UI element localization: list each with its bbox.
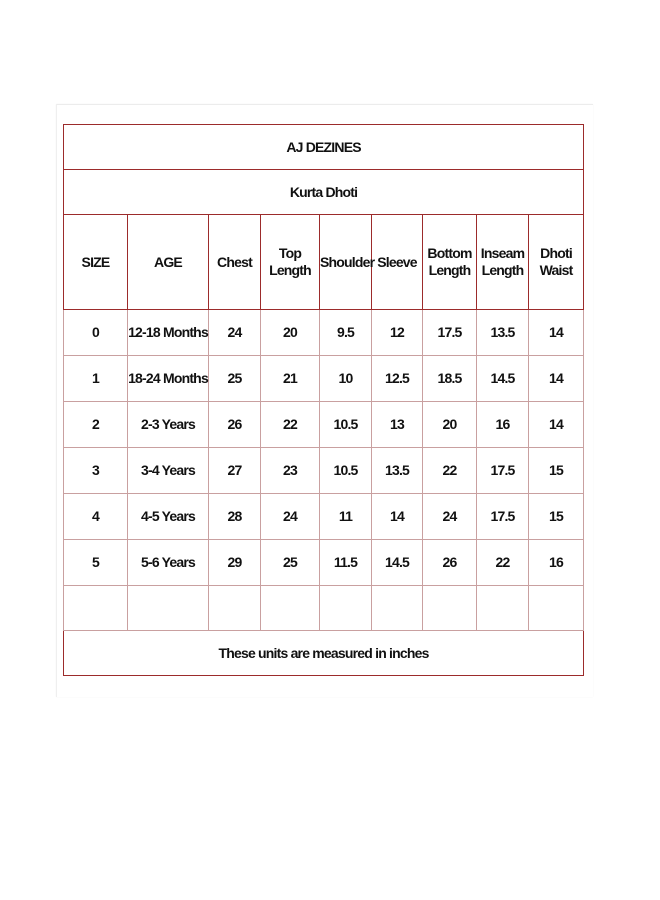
brand-row: [64, 125, 584, 170]
table-cell: 18-24 Months: [128, 356, 209, 402]
column-header: [209, 215, 261, 310]
table-cell: 15: [529, 494, 584, 540]
table-cell: 11: [320, 494, 372, 540]
table-cell: 3-4 Years: [128, 448, 209, 494]
table-cell: 12-18 Months: [128, 310, 209, 356]
table-cell: 22: [477, 540, 529, 586]
table-cell: 25: [261, 540, 320, 586]
table-cell: 2-3 Years: [128, 402, 209, 448]
table-cell: 26: [423, 540, 477, 586]
column-header: [529, 215, 584, 310]
table-cell: 16: [477, 402, 529, 448]
table-cell: 21: [261, 356, 320, 402]
footnote-text: These units are measured in inches: [64, 631, 584, 676]
empty-cell: [372, 586, 423, 631]
table-row: [64, 310, 584, 356]
table-cell: 13: [372, 402, 423, 448]
column-header-text: Dhoti: [540, 245, 572, 262]
empty-cell: [320, 586, 372, 631]
table-cell: 17.5: [477, 494, 529, 540]
column-header-text: Waist: [539, 262, 573, 278]
table-cell: 14.5: [372, 540, 423, 586]
empty-cell: [477, 586, 529, 631]
empty-cell: [128, 586, 209, 631]
table-cell: 11.5: [320, 540, 372, 586]
empty-row: [64, 586, 584, 631]
table-row: [64, 402, 584, 448]
empty-cell: [209, 586, 261, 631]
column-header: [423, 215, 477, 310]
table-cell: 5-6 Years: [128, 540, 209, 586]
product-row: [64, 170, 584, 215]
column-header-text: Inseam: [480, 245, 525, 262]
table-row: [64, 494, 584, 540]
size-chart-table: [63, 124, 584, 676]
table-row: [64, 356, 584, 402]
table-cell: 14: [529, 310, 584, 356]
product-title: Kurta Dhoti: [64, 170, 584, 215]
empty-cell: [423, 586, 477, 631]
column-header: [64, 215, 128, 310]
column-header-text: Length: [428, 262, 471, 278]
table-cell: 1: [64, 356, 128, 402]
column-header: [320, 215, 375, 310]
column-header-text: Chest: [217, 253, 252, 270]
table-cell: 29: [209, 540, 261, 586]
table-row: [64, 448, 584, 494]
table-cell: 26: [209, 402, 261, 448]
column-header-text: Length: [269, 262, 311, 278]
column-header-text: Length: [481, 262, 524, 278]
table-cell: 10: [320, 356, 372, 402]
column-header-text: AGE: [154, 253, 182, 270]
column-header-text: Sleeve: [377, 253, 417, 270]
column-header-text: Top: [278, 245, 302, 262]
table-cell: 3: [64, 448, 128, 494]
table-cell: 14: [529, 402, 584, 448]
brand-title: AJ DEZINES: [64, 125, 584, 170]
table-cell: 14: [529, 356, 584, 402]
column-header: [128, 215, 209, 310]
table-cell: 4-5 Years: [128, 494, 209, 540]
table-cell: 13.5: [477, 310, 529, 356]
table-cell: 17.5: [477, 448, 529, 494]
column-header-text: Bottom: [427, 245, 472, 262]
table-cell: 24: [261, 494, 320, 540]
empty-cell: [261, 586, 320, 631]
table-cell: 23: [261, 448, 320, 494]
column-header: [261, 215, 320, 310]
header-row: [64, 215, 584, 310]
table-cell: 25: [209, 356, 261, 402]
table-cell: 17.5: [423, 310, 477, 356]
column-header-text: Shoulder: [320, 253, 375, 270]
table-cell: 16: [529, 540, 584, 586]
table-cell: 28: [209, 494, 261, 540]
table-cell: 14: [372, 494, 423, 540]
empty-cell: [529, 586, 584, 631]
footnote-row: [64, 631, 584, 676]
table-cell: 22: [261, 402, 320, 448]
column-header: [477, 215, 529, 310]
table-cell: 12: [372, 310, 423, 356]
table-cell: 20: [423, 402, 477, 448]
table-cell: 15: [529, 448, 584, 494]
table-cell: 4: [64, 494, 128, 540]
table-cell: 12.5: [372, 356, 423, 402]
table-row: [64, 540, 584, 586]
empty-cell: [64, 586, 128, 631]
table-cell: 10.5: [320, 402, 372, 448]
table-cell: 10.5: [320, 448, 372, 494]
table-cell: 22: [423, 448, 477, 494]
table-cell: 5: [64, 540, 128, 586]
table-cell: 14.5: [477, 356, 529, 402]
table-cell: 9.5: [320, 310, 372, 356]
table-cell: 18.5: [423, 356, 477, 402]
column-header-text: SIZE: [81, 253, 110, 270]
table-cell: 13.5: [372, 448, 423, 494]
table-cell: 20: [261, 310, 320, 356]
table-cell: 2: [64, 402, 128, 448]
column-header: [372, 215, 423, 310]
table-cell: 0: [64, 310, 128, 356]
table-cell: 27: [209, 448, 261, 494]
table-cell: 24: [423, 494, 477, 540]
table-cell: 24: [209, 310, 261, 356]
